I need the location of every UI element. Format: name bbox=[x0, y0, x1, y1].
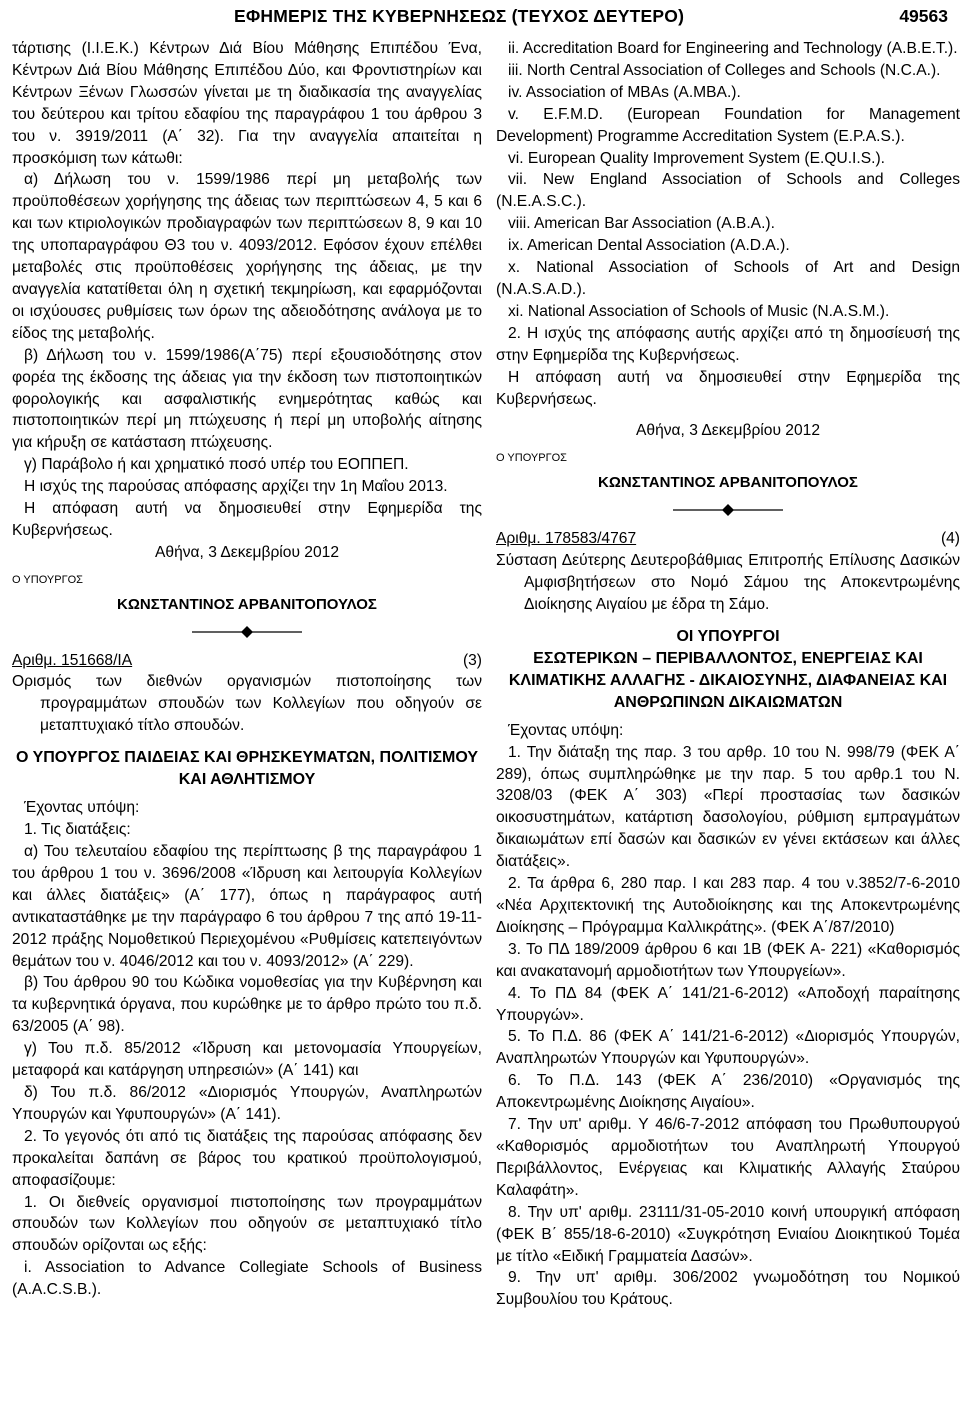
paragraph: Η απόφαση αυτή να δημοσιευθεί στην Εφημερίδα της Κυβερνήσεως. bbox=[496, 368, 960, 408]
list-item: vi. European Quality Improvement System (E.QU.I.S.). bbox=[508, 149, 885, 167]
minister-name: ΚΩΝΣΤΑΝΤΙΝΟΣ ΑΡΒΑΝΙΤΟΠΟΥΛΟΣ bbox=[117, 595, 377, 613]
list-item: v. E.F.M.D. (European Foundation for Management Development) Programme Accreditation System (E.P.A.S.). bbox=[496, 105, 960, 145]
paragraph: 1. Τις διατάξεις: bbox=[24, 821, 131, 839]
separator-diamond-icon bbox=[192, 626, 302, 638]
separator-diamond-icon bbox=[673, 504, 783, 516]
paragraph: 5. Το Π.Δ. 86 (ΦΕΚ Α΄ 141/21-6-2012) «Διορισμός Υπουργών, Αναπληρωτών Υπουργών και Υφυπουργών». bbox=[496, 1028, 960, 1068]
page-number: 49563 bbox=[899, 6, 948, 26]
list-item: viii. American Bar Association (A.B.A.). bbox=[508, 215, 775, 233]
decision-subject: Ορισμός των διεθνών οργανισμών πιστοποίησης των προγραμμάτων σπουδών των Κολλεγίων που οδηγούν σε μεταπτυχιακό τίτλο σπουδών. bbox=[12, 673, 482, 735]
paragraph: γ) Παράβολο ή και χρηματικό ποσό υπέρ του ΕΟΠΠΕΠ. bbox=[24, 456, 409, 474]
paragraph: 1. Την διάταξη της παρ. 3 του αρθρ. 10 του Ν. 998/79 (ΦΕΚ Α΄ 289), όπως συμπληρώθηκε με την παρ. 5 του αρθρ.1 του Ν. 3208/03 (ΦΕΚ Α΄ 303) «Περί προστασίας των δασικών οικοσυστημάτων, κατάρτιση δασολογίου, ρύθμιση εμπραγμάτων δικαιωμάτων επί δασών και δασικών εν γένει εκτάσεων και άλλες διατάξεις». bbox=[496, 743, 960, 871]
decision-index: (3) bbox=[462, 651, 482, 669]
list-item: ix. American Dental Association (A.D.A.). bbox=[508, 237, 790, 255]
page-header bbox=[0, 6, 960, 32]
list-item: x. National Association of Schools of Art and Design (N.A.S.A.D.). bbox=[496, 259, 960, 298]
paragraph: α) Δήλωση του ν. 1599/1986 περί μη μεταβολής των προϋποθέσεων χορήγησης της άδειας των περιπτώσεων 4, 5 και 6 και των κτιριολογικών προδιαγραφών των περιπτώσεων 8, 9 και 10 της υποπαραγράφου Θ3 του ν. 4093/2012. Εφόσον έχουν επέλθει μεταβολές στις προϋποθέσεις χορήγησης της άδειας, με την αναγγελία κατατίθεται όλη η σχετική τεκμηρίωση, και εφαρμόζονται οι ισχύουσες ρυθμίσεις των όρων της αδειοδότησης ανάλογα με το είδος της μεταβολής. bbox=[12, 171, 482, 342]
authority-heading: Ο ΥΠΟΥΡΓΟΣ ΠΑΙΔΕΙΑΣ ΚΑΙ ΘΡΗΣΚΕΥΜΑΤΩΝ, ΠΟΛΙΤΙΣΜΟΥ ΚΑΙ ΑΘΛΗΤΙΣΜΟΥ bbox=[15, 749, 479, 789]
signature-date: Αθήνα, 3 Δεκεμβρίου 2012 bbox=[155, 543, 339, 561]
authority-heading: ΕΣΩΤΕΡΙΚΩΝ – ΠΕΡΙΒΑΛΛΟΝΤΟΣ, ΕΝΕΡΓΕΙΑΣ ΚΑΙ ΚΛΙΜΑΤΙΚΗΣ ΑΛΛΑΓΗΣ - ΔΙΚΑΙΟΣΥΝΗΣ, ΔΙΑΦΑΝΕΙΑΣ ΚΑΙ ΑΝΘΡΩΠΙΝΩΝ ΔΙΚΑΙΩΜΑΤΩΝ bbox=[508, 649, 948, 711]
paragraph: 7. Την υπ' αριθμ. Υ 46/6-7-2012 απόφαση του Πρωθυπουργού «Καθορισμός αρμοδιοτήτων του Αναπληρωτή Υπουργού Περιβάλλοντος, Ενέργειας και Κλιματικής Αλλαγής Σταύρου Καλαφάτη». bbox=[496, 1116, 960, 1199]
paragraph: β) Του άρθρου 90 του Κώδικα νομοθεσίας για την Κυβέρνηση και τα κυβερνητικά όργανα, που κυρώθηκε με το άρθρο πρώτο του π.δ. 63/2005 (Α΄ 98). bbox=[12, 974, 482, 1036]
paragraph: 2. Η ισχύς της απόφασης αυτής αρχίζει από τη δημοσίευσή της στην Εφημερίδα της Κυβερνήσεως. bbox=[496, 324, 960, 364]
authority-heading: ΟΙ ΥΠΟΥΡΓΟΙ bbox=[676, 627, 780, 645]
paragraph: 9. Την υπ' αριθμ. 306/2002 γνωμοδότηση του Νομικού Συμβουλίου του Κράτους. bbox=[496, 1269, 960, 1309]
decision-subject: Σύσταση Δεύτερης Δευτεροβάθμιας Επιτροπής Επίλυσης Δασικών Αμφισβητήσεων στο Νομό Σάμου της Αποκεντρωμένης Διοίκησης Αιγαίου με έδρα τη Σάμο. bbox=[496, 552, 960, 613]
signature-date: Αθήνα, 3 Δεκεμβρίου 2012 bbox=[636, 422, 820, 440]
gazette-title: ΕΦΗΜΕΡΙΣ ΤΗΣ ΚΥΒΕΡΝΗΣΕΩΣ (ΤΕΥΧΟΣ ΔΕΥΤΕΡΟ) bbox=[234, 6, 685, 26]
list-item: vii. New England Association of Schools and Colleges (N.E.A.S.C.). bbox=[496, 171, 960, 211]
right-column bbox=[496, 38, 960, 1311]
paragraph: 2. Το γεγονός ότι από τις διατάξεις της παρούσας απόφασης δεν προκαλείται δαπάνη σε βάρος του κρατικού προϋπολογισμού, αποφασίζουμε: bbox=[12, 1127, 482, 1189]
decision-number: Αριθμ. 151668/ΙΑ bbox=[12, 651, 133, 669]
paragraph: Έχοντας υπόψη: bbox=[508, 721, 624, 739]
minister-label: Ο ΥΠΟΥΡΓΟΣ bbox=[496, 452, 567, 465]
paragraph: Η ισχύς της παρούσας απόφασης αρχίζει την 1η Μαΐου 2013. bbox=[24, 478, 448, 496]
decision-number: Αριθμ. 178583/4767 bbox=[496, 530, 637, 548]
paragraph: δ) Του π.δ. 86/2012 «Διορισμός Υπουργών, Αναπληρωτών Υπουργών και Υφυπουργών» (Α΄ 141). bbox=[12, 1083, 482, 1123]
paragraph: β) Δήλωση του ν. 1599/1986(Α΄75) περί εξουσιοδότησης στον φορέα της έκδοσης της άδειας για την έκδοση των πιστοποιητικών φορολογικής και ασφαλιστικής ενημερότητας καθώς και πιστοποιητικών περί μη πτώχευσης ή περί μη υποβολής αίτησης για κήρυξη σε κατάσταση πτώχευσης. bbox=[12, 346, 482, 452]
list-item: iii. North Central Association of Colleges and Schools (N.C.A.). bbox=[508, 61, 941, 79]
paragraph: 2. Τα άρθρα 6, 280 παρ. I και 283 παρ. 4 του ν.3852/7-6-2010 «Νέα Αρχιτεκτονική της Αυτοδιοίκησης και της Αποκεντρωμένης Διοίκησης – Πρόγραμμα Καλλικράτης». (ΦΕΚ Α΄/87/2010) bbox=[496, 875, 960, 936]
paragraph: τάρτισης (Ι.Ι.Ε.Κ.) Κέντρων Διά Βίου Μάθησης Επιπέδου Ένα, Κέντρων Διά Βίου Μάθησης Επιπέδου Δύο, και Φροντιστηρίων και Κέντρων Ξένων Γλωσσών γίνεται με τη διαδικασία της αναγγελίας του δεύτερου και τρίτου εδαφίου της παραγράφου 1 του άρθρου 3 του ν. 3919/2011 (Α΄ 32). Για την αναγγελία απαιτείται η προσκόμιση των κάτωθι: bbox=[12, 40, 482, 167]
paragraph: 6. Το Π.Δ. 143 (ΦΕΚ Α΄ 236/2010) «Οργανισμός της Αποκεντρωμένης Διοίκησης Αιγαίου». bbox=[496, 1072, 960, 1112]
list-item: iv. Association of MBAs (A.MBA.). bbox=[508, 83, 741, 101]
paragraph: α) Του τελευταίου εδαφίου της περίπτωσης β της παραγράφου 1 του άρθρου 1 του ν. 3696/2008 «Ίδρυση και λειτουργία Κολλεγίων και άλλες διατάξεις» (Α΄ 177), όπως η παράγραφος αυτή αντικαταστάθηκε με την παράγραφο 6 του άρθρου 7 της από 19-11-2012 πράξης Νομοθετικού Περιεχομένου «Ρυθμίσεις κατεπειγόντων θεμάτων του ν. 4046/2012 και του ν. 4093/2012» (Α΄ 229). bbox=[12, 843, 482, 970]
decision-header bbox=[496, 528, 960, 550]
minister-label: Ο ΥΠΟΥΡΓΟΣ bbox=[12, 573, 83, 586]
paragraph: γ) Του π.δ. 85/2012 «Ίδρυση και μετονομασία Υπουργείων, μεταφορά και κατάργηση υπηρεσιών» (Α΄ 141) και bbox=[12, 1040, 482, 1080]
list-item: ii. Accreditation Board for Engineering and Technology (A.B.E.T.). bbox=[508, 40, 958, 57]
minister-name: ΚΩΝΣΤΑΝΤΙΝΟΣ ΑΡΒΑΝΙΤΟΠΟΥΛΟΣ bbox=[598, 474, 858, 492]
paragraph: i. Association to Advance Collegiate Schools of Business (A.A.C.S.B.). bbox=[12, 1259, 482, 1299]
paragraph: 1. Οι διεθνείς οργανισμοί πιστοποίησης των προγραμμάτων σπουδών των Κολλεγίων που οδηγούν σε μεταπτυχιακό τίτλο σπουδών ορίζονται ως εξής: bbox=[12, 1193, 482, 1255]
paragraph: 3. Το ΠΔ 189/2009 άρθρου 6 και 1Β (ΦΕΚ Α- 221) «Καθορισμός και ανακατανομή αρμοδιοτήτων των Υπουργείων». bbox=[496, 940, 960, 980]
paragraph: 4. Το ΠΔ 84 (ΦΕΚ Α΄ 141/21-6-2012) «Αποδοχή παραίτησης Υπουργών». bbox=[496, 984, 960, 1024]
decision-header bbox=[12, 650, 482, 672]
paragraph: Έχοντας υπόψη: bbox=[24, 799, 140, 817]
paragraph: 8. Την υπ' αριθμ. 23111/31-05-2010 κοινή υπουργική απόφαση (ΦΕΚ Β΄ 855/18-6-2010) «Συγκρότηση Ενιαίου Διοικητικού Τομέα με τίτλο «Ειδική Γραμματεία Δασών». bbox=[496, 1203, 960, 1265]
list-item: xi. National Association of Schools of Music (N.A.S.M.). bbox=[508, 302, 890, 320]
left-column bbox=[12, 38, 482, 1301]
decision-index: (4) bbox=[940, 530, 960, 548]
paragraph: Η απόφαση αυτή να δημοσιευθεί στην Εφημερίδα της Κυβερνήσεως. bbox=[12, 500, 482, 539]
